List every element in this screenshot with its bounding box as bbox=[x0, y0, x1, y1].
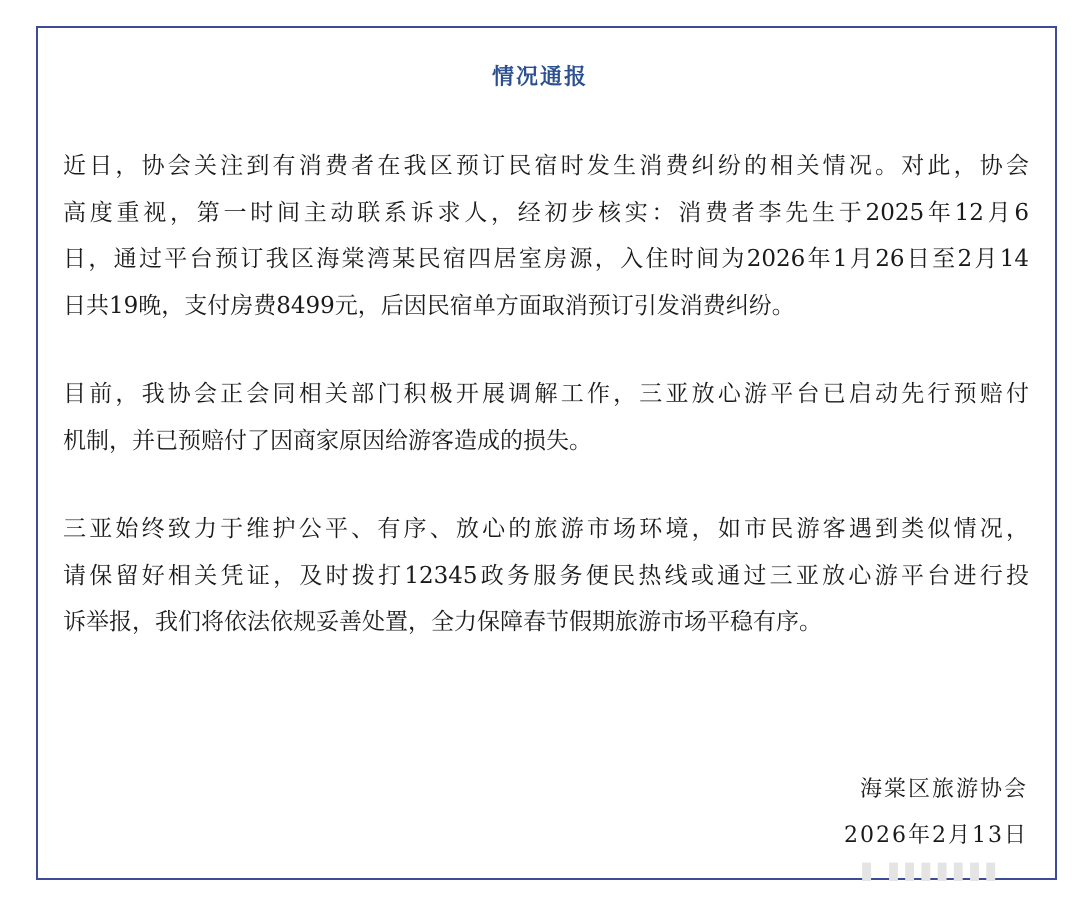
paragraph-3 bbox=[63, 514, 1029, 654]
text-line: 诉举报，我们将依法依规妥善处置，全力保障春节假期旅游市场平稳有序。 bbox=[63, 609, 822, 635]
paragraph-1 bbox=[63, 151, 1029, 337]
text-line: 高度重视，第一时间主动联系诉求人，经初步核实：消费者李先生于2025年12月6 bbox=[63, 199, 1029, 226]
text-line: 日，通过平台预订我区海棠湾某民宿四居室房源，入住时间为2026年1月26日至2月14 bbox=[63, 246, 1029, 272]
signature-date: 2026年2月13日 bbox=[844, 823, 1028, 848]
watermark: ▮ ▮▮▮▮▮▮▮ bbox=[860, 856, 1001, 884]
text-line: 请保留好相关凭证，及时拨打12345政务服务便民热线或通过三亚放心游平台进行投 bbox=[63, 562, 1029, 589]
text-line: 三亚始终致力于维护公平、有序、放心的旅游市场环境，如市民游客遇到类似情况， bbox=[63, 516, 1029, 542]
text-line: 目前，我协会正会同相关部门积极开展调解工作，三亚放心游平台已启动先行预赔付 bbox=[63, 381, 1029, 407]
document-title: 情况通报 bbox=[491, 64, 588, 90]
text-line: 机制，并已预赔付了因商家原因给游客造成的损失。 bbox=[63, 427, 592, 454]
paragraph-2 bbox=[63, 379, 1029, 472]
signature-org: 海棠区旅游协会 bbox=[859, 777, 1028, 802]
text-line: 近日，协会关注到有消费者在我区预订民宿时发生消费纠纷的相关情况。对此，协会 bbox=[63, 153, 1029, 179]
text-line: 日共19晚，支付房费8499元，后因民宿单方面取消预订引发消费纠纷。 bbox=[63, 292, 795, 319]
